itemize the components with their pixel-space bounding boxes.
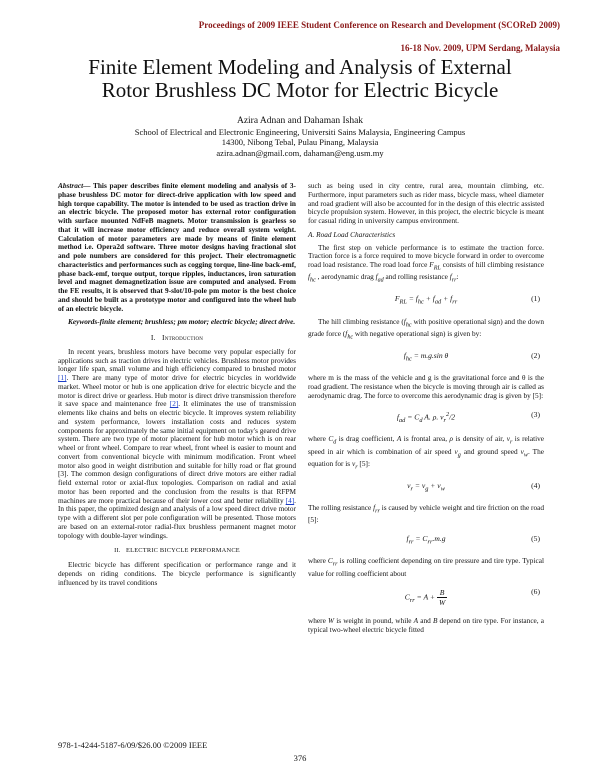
citation-link-2[interactable]: [2] (169, 399, 179, 409)
sec2-paragraph: Electric bicycle has different specification or performance range and it depends on riding conditions. The bicycle performance is significantly influenced by its travel conditions (58, 560, 296, 587)
paper-title (0, 56, 600, 102)
fraction: $\frac{B}{W}$ (438, 588, 446, 608)
right-paragraph-5: The rolling resistance $f_{rr}$ is caused by vehicle weight and tire friction on the road [5]: (308, 503, 544, 525)
intro-text-4: . In this paper, the optimized design and analysis of a low speed direct drive motor type with a different slot per pole configuration will be presented. Those motors are based on an external-rotor radial-flux brushless permanent magnet motor topology with double-layer windings. (58, 495, 296, 540)
citation-link-4[interactable]: [4] (285, 495, 295, 505)
section-title: ELECTRIC BICYCLE PERFORMANCE (125, 547, 240, 555)
page-number: 376 (293, 753, 307, 763)
equation-number: (5) (531, 534, 540, 544)
section-heading-electric-bicycle (58, 547, 296, 556)
right-paragraph-3: where m is the mass of the vehicle and g is the gravitational force and θ is the road gradient. The resistance when the bicycle is moving through air is called as aerodynamic drag. The force to overcome this aerodynamic drag is given by [5]: (308, 373, 544, 400)
section-number: II. (114, 547, 121, 555)
equation-5: $f_{rr} = C_{rr}.m.g$ (5) (406, 534, 540, 546)
right-paragraph-0: such as being used in city centre, rural area, mountain climbing, etc. Furthermore, input parameters such as rider mass, bicycle mass, wheel diameter and road gradient will also be accounted for in the design of this electric assisted bicycle propulsion system. However, in this project, the electric bicycle is meant for casual riding in university campus environment. (308, 181, 544, 225)
citation-link-1[interactable]: [1] (58, 373, 67, 382)
equation-number: (4) (531, 481, 540, 490)
section-title: Introduction (162, 333, 204, 342)
abstract-label: Abstract (58, 181, 84, 190)
section-number: I. (150, 333, 156, 342)
left-column (58, 182, 296, 587)
conference-date-location: 16-18 Nov. 2009, UPM Serdang, Malaysia (400, 43, 560, 53)
equation-1: $F_{RL} = f_{hc} + f_{ad} + f_{rr}$ (1) (394, 294, 540, 306)
equation-number: (1) (531, 294, 540, 304)
intro-text-3: . It eliminates the use of transmission elements like chains and belts on electric bicycle. It improves system reliability and system performance, lowers installation costs and reduces system components for approximately the same initial equipment on today's geared drive system. There are two type of motor placement for hub motor which is on rear wheel or front wheel. Compare to rear wheel, front wheel is easier to mount and convert from conventional bicycle with minimum modification. Front wheel motor also good in weight distribution and suitable for hilly road or flat ground [3]. The common design configurations of direct drive motors are either radial field external rotor or axial-flux topologies. Comparison on radial and axial motor has been reported and the conclusion from the results is that RFPM machines are more practical because of their lower cost and better reliability (58, 399, 296, 505)
intro-text-2: . There are many type of motor drive for electric bicycles in worldwide market. Wheel motor or hub is one application drive for electric bicycle and the motor is direct drive or gearless. Hub motor is direct drive transmission therefore it save space and maintenance free (58, 373, 296, 409)
author-names: Azira Adnan and Dahaman Ishak (236, 116, 364, 126)
author-emails: azira.adnan@gmail.com, dahaman@eng.usm.my (216, 147, 384, 158)
intro-text-1: In recent years, brushless motors have become very popular especially for applications such as traction drives in electric vehicles. Brushless motor provides longer life span, small volume and high efficiency compared to brushed motor (58, 346, 296, 374)
subsection-heading-road-load: A. Road Load Characteristics (308, 229, 396, 239)
paper-title-line1: Finite Element Modeling and Analysis of External (88, 55, 512, 79)
right-paragraph-4: where $C_d$ is drag coefficient, A is frontal area, ρ is density of air, $v_r$ is relative speed in air which is combination of air speed $v_g$ and ground speed $v_w$. The equation for is $v_r$ [5]: (308, 434, 545, 471)
right-paragraph-2: The hill climbing resistance ($f_{hc}$ with positive operational sign) and the down grade force ($f_{hc}$ with negative operational sign) is given by: (308, 316, 544, 341)
equation-6: $C_{rr} = A$ + $\frac{B}{W}$ (6) (404, 587, 540, 608)
paper-title-line2: Rotor Brushless DC Motor for Electric Bicycle (101, 78, 499, 102)
section-heading-introduction (58, 334, 296, 343)
right-column (308, 182, 544, 635)
intro-paragraph (58, 348, 296, 541)
equation-4: $v_r = v_g + v_w$ (4) (407, 481, 540, 493)
abstract-text: — This paper describes finite element modeling and analysis of 3-phase brushless DC motor for direct-drive application with low speed and high torque capability. The motor is intended to be used as traction drive in an electric bicycle. The proposed motor has external rotor configuration with surface mounted NdFeB magnets. Motor transmission is gearless so that it will increase motor efficiency and reduce overall system weight. Calculation of motor parameters are made by means of finite element method i.e. Opera2d software. Three motor designs having fractional slot and pole numbers are considered for this project. Their electromagnetic characteristics and performances such as cogging torque, line-line back-emf, phase back-emf, torque output, torque ripples, inductances, iron saturation level and magnet demagnetization issue are computed and analysed. From the FE results, it is observed that 9-slot/10-pole pm motor is the best choice and should be built as a prototype motor and configured into the wheel hub of an electric bicycle. (58, 181, 296, 313)
equation-number: (3) (531, 409, 540, 419)
author-affiliation: School of Electrical and Electronic Engineering, Universiti Sains Malaysia, Engineering Campus (134, 126, 466, 137)
author-address: 14300, Nibong Tebal, Pulau Pinang, Malaysia (221, 137, 379, 147)
equation-2: $f_{hc} = m.g.\sin$ θ (2) (403, 351, 540, 363)
keywords: Keywords-finite element; brushless; pm motor; electric bicycle; direct drive. (68, 317, 296, 327)
author-block (0, 116, 600, 158)
right-paragraph-6: where $C_{rr}$ is rolling coefficient depending on tire pressure and tire type. Typical value for rolling coefficient about (308, 556, 544, 578)
abstract (58, 182, 296, 313)
right-paragraph-1: The first step on vehicle performance is to estimate the traction force. Traction force is a force required to move bicycle forward in order to overcome road load resistance. The road load force $F_{RL}$ consists of hill climbing resistance $f_{hc}$ , aerodynamic drag $f_{ad}$ and rolling resistance $f_{rr}$: (308, 242, 545, 284)
right-paragraph-7: where W is weight in pound, while A and B depend on tire type. For instance, a typical two-wheel electric bicycle fitted (308, 616, 545, 635)
equation-number: (6) (531, 587, 540, 597)
equation-3: $f_{ad} = C_d$ A. ρ. $v_r^2/2$ (3) (396, 409, 540, 424)
copyright-footer: 978-1-4244-5187-6/09/$26.00 ©2009 IEEE (58, 740, 208, 750)
equation-number: (2) (531, 351, 540, 361)
conference-header: Proceedings of 2009 IEEE Student Conference on Research and Development (SCOReD 2009) (198, 20, 560, 30)
